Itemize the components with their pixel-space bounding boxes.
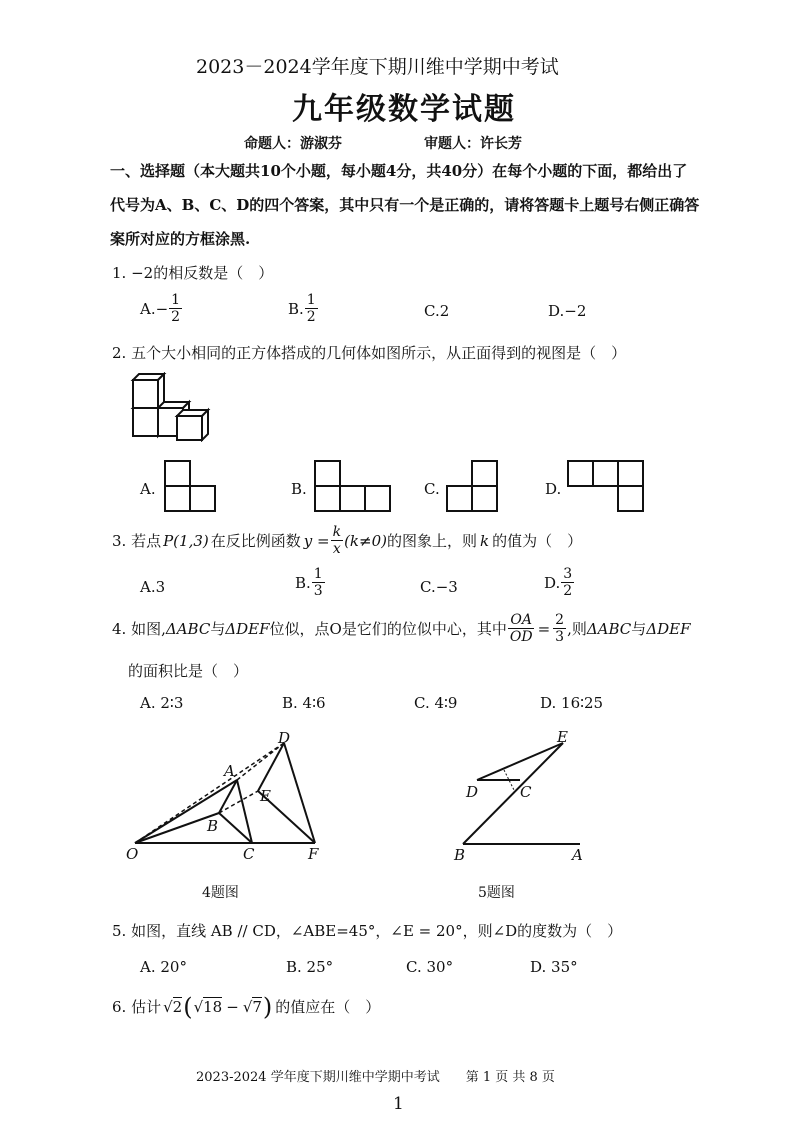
subject-title: 九年级数学试题: [292, 92, 516, 127]
q1-a-den: 2: [171, 309, 181, 325]
exam-title: 2023－2024学年度下期川维中学期中考试: [196, 56, 559, 78]
q4-eq: =: [537, 619, 551, 638]
q6-stem: [112, 992, 381, 1021]
q3-func-lhs: y =: [303, 531, 330, 550]
q2-solid-figure: [130, 372, 230, 442]
author-label: 命题人：游淑芬: [244, 136, 342, 152]
q4-line-DE: [258, 743, 284, 791]
q2-option-b-label: B.: [291, 480, 307, 498]
q1-b-num: 1: [306, 292, 316, 308]
q5-label-B: B: [454, 846, 466, 864]
q3-b-den: 3: [313, 583, 323, 599]
q3-b-num: 1: [313, 566, 323, 582]
page-footer: 2023-2024 学年度下期川维中学期中考试 第 1 页 共 8 页: [196, 1070, 555, 1085]
page-number: 1: [393, 1094, 404, 1114]
q2-stem: 2. 五个大小相同的正方体搭成的几何体如图所示，从正面得到的视图是（ ）: [112, 344, 627, 362]
q1-a-num: 1: [171, 292, 181, 308]
q4-tri2: ΔDEF: [225, 619, 270, 638]
q4-frac-den: OD: [509, 629, 533, 645]
q4-stem-mid4: 与: [631, 620, 647, 638]
q2-option-d-label: D.: [545, 480, 562, 498]
q2-option-c-label: C.: [424, 480, 440, 498]
q5-fig-caption: 5题图: [478, 885, 515, 901]
q5-option-c: C. 30°: [406, 958, 454, 976]
q1-b-fraction: [305, 292, 318, 325]
q6-r1: 2: [172, 997, 183, 1016]
q3-option-b: [295, 566, 326, 599]
q3-d-num: 3: [563, 566, 573, 582]
q4-label-C: C: [243, 845, 255, 863]
q5-stem: 5. 如图，直线 AB // CD，∠ABE=45°，∠E = 20°，则∠D的度数为（ ）: [112, 922, 623, 940]
q4-option-c: C. 4∶9: [414, 694, 458, 712]
q1-option-a: [140, 292, 183, 325]
q3-func-cond: (k≠0): [344, 531, 387, 550]
q3-stem-pre: 3. 若点: [112, 532, 162, 550]
q3-var: k: [479, 531, 490, 550]
q4-line-BC: [219, 813, 252, 843]
q1-a-fraction: [169, 292, 182, 325]
q3-point: P(1,3): [163, 531, 209, 550]
q3-b-prefix: B.: [295, 573, 311, 592]
q1-b-den: 2: [306, 309, 316, 325]
q5-label-A: A: [572, 846, 583, 864]
q5-label-E: E: [557, 728, 568, 746]
q1-option-c: C.2: [424, 302, 450, 320]
q4-label-B: B: [207, 817, 219, 835]
q4-label-O: O: [126, 845, 139, 863]
q4-stem-mid1: 与: [210, 620, 226, 638]
q3-option-c: C.−3: [420, 578, 458, 596]
q6-sqrt-2: √2: [163, 997, 183, 1016]
section-intro-line2: 代号为A、B、C、D的四个答案，其中只有一个是正确的，请将答题卡上题号右侧正确答: [110, 196, 700, 214]
q6-r3: 7: [252, 997, 262, 1016]
section-intro-line1: 一、选择题（本大题共10个小题，每小题4分，共40分）在每个小题的下面，都给出了: [110, 162, 688, 180]
q4-figure: [120, 725, 340, 870]
q5-figure: [450, 725, 600, 870]
q4-value-fraction: [553, 612, 566, 645]
q4-stem: [112, 612, 691, 645]
q3-func-fraction: [331, 524, 343, 557]
q4-label-E: E: [260, 787, 271, 805]
q1-option-b: [288, 292, 319, 325]
q6-stem-pre: 6. 估计: [112, 998, 162, 1016]
q4-option-a: A. 2∶3: [140, 694, 184, 712]
q4-stem-mid2: 位似，点O是它们的位似中心，其中: [269, 620, 507, 638]
q6-sqrt-18: √18: [193, 997, 223, 1016]
q5-option-a: A. 20°: [140, 958, 187, 976]
q3-stem-post: 的图象上，则: [386, 532, 477, 550]
q3-d-den: 2: [563, 583, 573, 599]
q4-fig-caption: 4题图: [202, 885, 239, 901]
q1-option-d: D.−2: [548, 302, 587, 320]
q3-stem-mid: 在反比例函数: [210, 532, 301, 550]
q6-paren-open: (: [183, 992, 193, 1021]
q1-a-prefix: A.−: [140, 299, 169, 318]
q4-ratio-fraction: [508, 612, 535, 645]
q3-func-num: k: [332, 524, 342, 540]
q1-b-prefix: B.: [288, 299, 304, 318]
q4-line2: 的面积比是（ ）: [128, 662, 249, 680]
q5-option-b: B. 25°: [286, 958, 334, 976]
q5-option-d: D. 35°: [530, 958, 578, 976]
q3-option-a: A.3: [140, 578, 166, 596]
q3-d-fraction: [561, 566, 574, 599]
q4-dash-AD: [237, 743, 284, 780]
q3-stem-end: 的值为（ ）: [492, 532, 583, 550]
q4-frac-num: OA: [510, 612, 532, 628]
q3-option-d: [544, 566, 575, 599]
q2-option-c-view: [446, 460, 500, 514]
q4-option-d: D. 16∶25: [540, 694, 604, 712]
q4-label-A: A: [224, 762, 235, 780]
reviewer-label: 审题人：许长芳: [424, 136, 522, 152]
q6-paren-close: ): [262, 992, 273, 1021]
q4-tri3: ΔABC: [586, 619, 632, 638]
q5-label-C: C: [520, 783, 532, 801]
q4-stem-mid3: ,则: [567, 620, 587, 638]
q4-tri1: ΔABC: [165, 619, 211, 638]
q3-stem: [112, 524, 582, 557]
q3-d-prefix: D.: [544, 573, 561, 592]
q4-val-den: 3: [555, 629, 565, 645]
q1-stem: 1. −2的相反数是（ ）: [112, 264, 274, 282]
q4-option-b: B. 4∶6: [282, 694, 326, 712]
q6-minus: −: [226, 997, 239, 1016]
q4-val-num: 2: [555, 612, 565, 628]
q2-option-a-label: A.: [140, 480, 156, 498]
section-intro-line3: 案所对应的方框涂黑.: [110, 230, 251, 248]
q4-stem-pre: 4. 如图,: [112, 620, 166, 638]
q4-label-D: D: [278, 729, 291, 747]
q2-option-b-view: [314, 460, 392, 514]
q6-sqrt-7: √7: [242, 997, 262, 1016]
q3-b-fraction: [312, 566, 325, 599]
q4-tri4: ΔDEF: [646, 619, 691, 638]
q2-option-d-view: [567, 460, 645, 514]
q4-label-F: F: [308, 845, 319, 863]
q6-stem-post: 的值应在（ ）: [275, 998, 381, 1016]
q5-label-D: D: [466, 783, 479, 801]
q5-line-DE: [477, 743, 563, 780]
q4-line-AC: [237, 780, 252, 843]
q3-func-den: x: [332, 541, 341, 557]
q2-option-a-view: [164, 460, 218, 514]
q6-r2: 18: [203, 997, 223, 1016]
